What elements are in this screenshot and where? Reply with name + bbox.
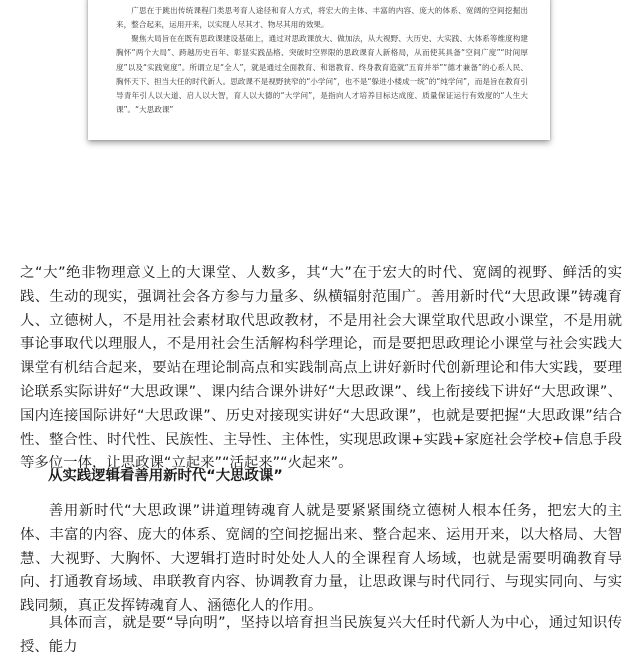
section-heading: 从实践逻辑看善用新时代“大思政课” (48, 468, 283, 484)
article-body (20, 262, 622, 655)
article-paragraph: 善用新时代“大思政课”讲道理铸魂育人就是要紧紧围绕立德树人根本任务，把宏大的主体、丰富的内容、庞大的体系、宽阔的空间挖掘出来、整合起来、运用开来，以大格局、大智慧、大视野、大胸怀、大逻辑打造时时处处人人的全课程育人场域，也就是需要明确教育导向、打通教育场域、串联教育内容、协调教育力量，让思政课与时代同行、与现实同向、与实践同频，真正发挥铸魂育人、涵德化人的作用。 (20, 503, 622, 615)
article-paragraph: 之“大”绝非物理意义上的大课堂、人数多，其“大”在于宏大的时代、宽阔的视野、鲜活的实践、生动的现实，强调社会各方参与力量多、纵横辐射范围广。善用新时代“大思政课”铸魂育人、立德树人，不是用社会素材取代思政教材，不是用社会大课堂取代思政小课堂，不是用就事论事取代以理服人，不是用社会生活解构科学理论，而是要把思政理论小课堂与社会实践大课堂有机结合起来，要站在理论制高点和实践制高点上讲好新时代创新理论和伟大实践，要理论联系实际讲好“大思政课”、课内结合课外讲好“大思政课”、线上衔接线下讲好“大思政课”、国内连接国际讲好“大思政课”、历史对接现实讲好“大思政课”，也就是要把握“大思政课”结合性、整合性、时代性、民族性、主导性、主体性，实现思政课+实践+家庭社会学校+信息手段等多位一体，让思政课“立起来”“活起来”“火起来”。 (20, 265, 622, 472)
embedded-page-text (116, 0, 528, 132)
embedded-page-image (88, 0, 550, 140)
embedded-paragraph: 广思在于跳出传统课程门类思考育人途径和育人方式，将宏大的主体、丰富的内容、庞大的体系、宽阔的空间挖掘出来，整合起来，运用开来，以实现人尽其才、物尽其用的效果。 (116, 6, 528, 30)
article-paragraph: 具体而言，就是要“导向明”，坚持以培育担当民族复兴大任时代新人为中心，通过知识传授、能力 (20, 615, 622, 655)
embedded-paragraph: 聚焦大局旨在在既有思政课建设基础上，通过对思政课放大、做加法，从大视野、大历史、大实践、大体系等维度构建胸怀“两个大局”、跨越历史百年、彰显实践品格、突破时空界限的思政课育人新格局，从而使其具备“空间广度”“时间厚度”以及“实践宽度”。所谓立足“全人”，就是通过全面教育、和谐教育、终身教育造就“五育并举”“德才兼备”的心系人民、胸怀天下、担当大任的时代新人。思政课不是视野狭窄的“小学问”，也不是“躲进小楼成一统”的“纯学问”，而是旨在教育引导青年引人以大道、启人以大智，育人以大德的“大学问”，是指向人才培养目标达成度、质量保证运行有效度的“人生大课”。“大思政课” (116, 34, 528, 115)
